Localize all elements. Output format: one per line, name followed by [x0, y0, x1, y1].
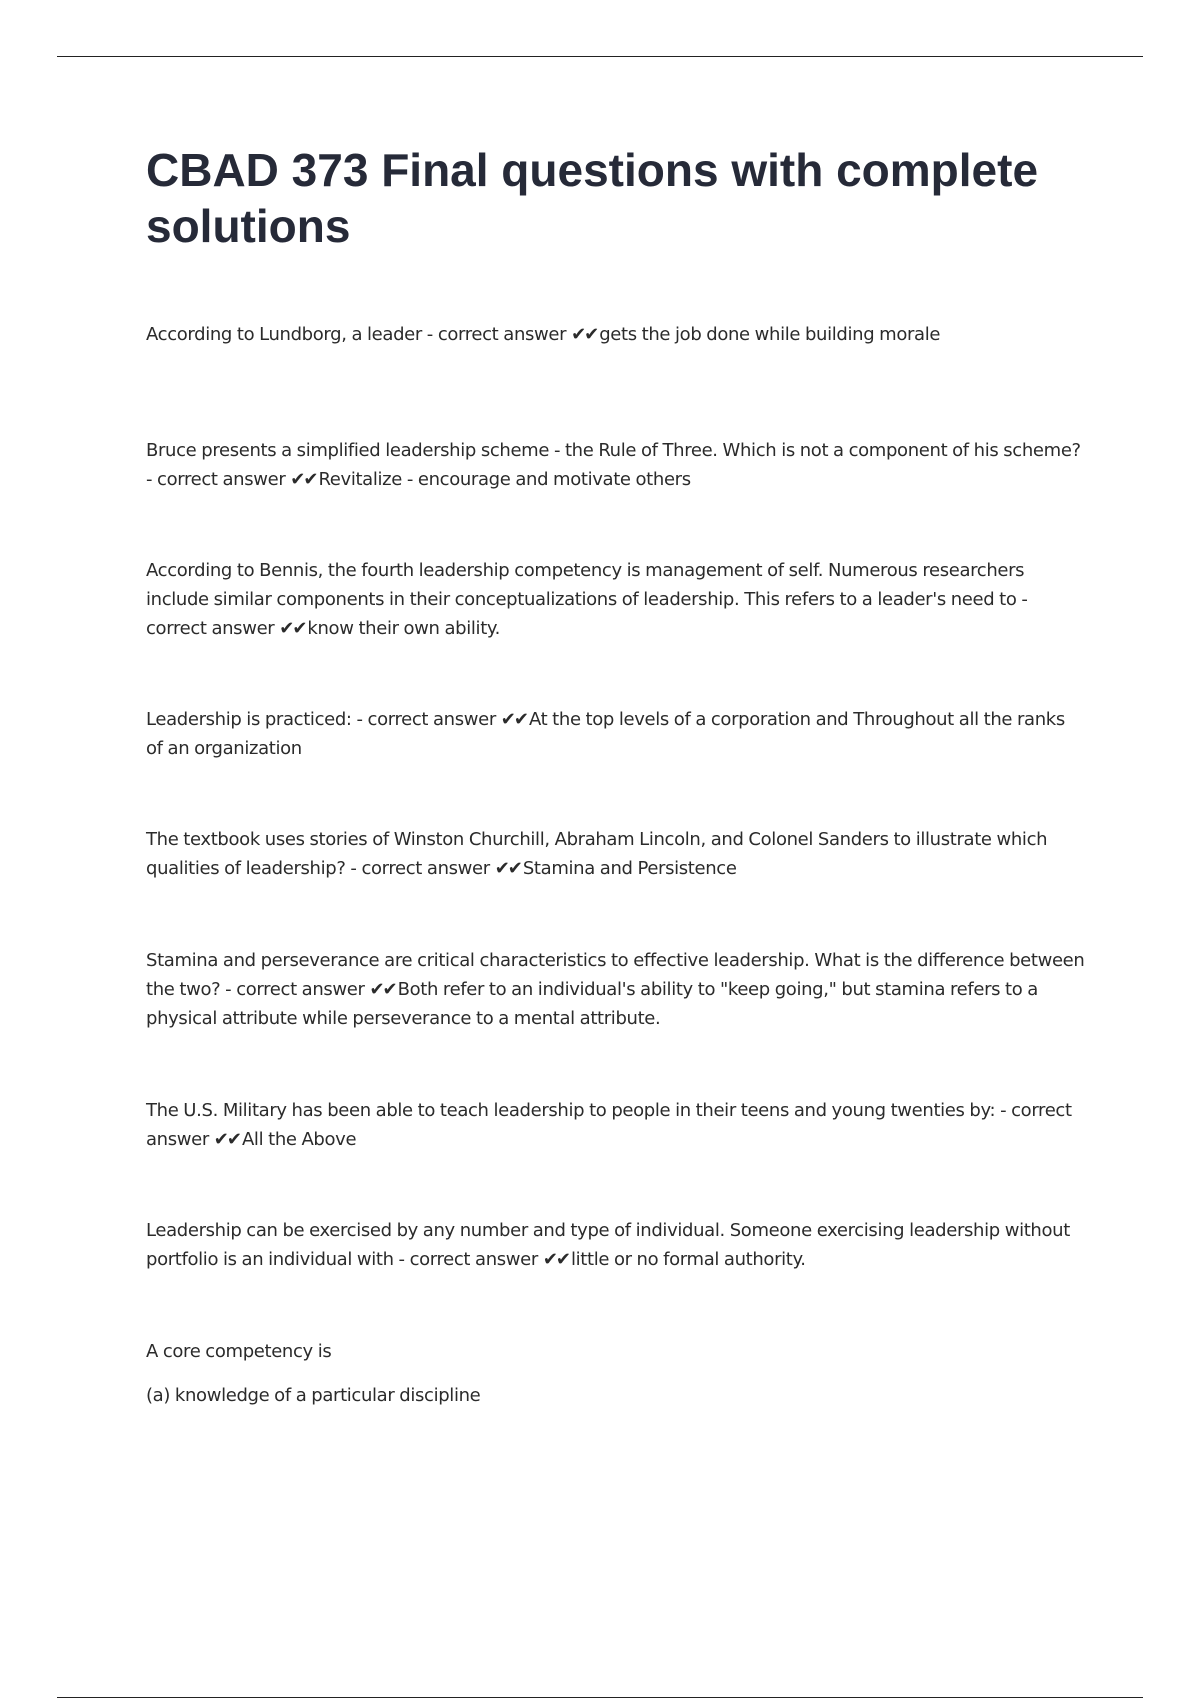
answer-text: gets the job done while building morale [599, 324, 941, 345]
check-icon: ✔✔ [500, 709, 527, 730]
answer-marker: correct answer [361, 858, 490, 879]
answer-marker: correct answer [367, 709, 496, 730]
question-text: The textbook uses stories of Winston Churchill, Abraham Lincoln, and Colonel Sanders to illustrate which qualities of leadership? - [146, 829, 1048, 879]
question-text: According to Bennis, the fourth leadership competency is management of self. Numerous researchers include similar components in their conceptualizations of leadership. This refers to a leader's need to - [146, 560, 1028, 610]
question-text: Leadership is practiced: - [146, 709, 363, 730]
bottom-divider [57, 1697, 1143, 1698]
qa-item-2 [146, 436, 1086, 494]
top-divider [57, 56, 1143, 57]
check-icon: ✔✔ [494, 858, 521, 879]
question-text: Leadership can be exercised by any number and type of individual. Someone exercising leadership without portfolio is an individual with - [146, 1220, 1070, 1270]
answer-text: Both refer to an individual's ability to "keep going," but stamina refers to a physical attribute while perseverance to a mental attribute. [146, 979, 1038, 1029]
answer-text: All the Above [241, 1129, 357, 1150]
check-icon: ✔✔ [571, 324, 598, 345]
answer-marker: correct answer [437, 324, 567, 345]
check-icon: ✔✔ [542, 1249, 569, 1270]
qa-item-4 [146, 705, 1086, 763]
check-icon: ✔✔ [369, 979, 396, 1000]
trailing-question: A core competency is [146, 1341, 332, 1362]
question-text: According to Lundborg, a leader - [146, 324, 433, 345]
answer-marker: correct answer [146, 618, 275, 639]
answer-marker: correct answer [409, 1249, 538, 1270]
answer-text: Revitalize - encourage and motivate others [318, 469, 691, 490]
document-title: CBAD 373 Final questions with complete solutions [146, 144, 1039, 252]
answer-text: Stamina and Persistence [522, 858, 737, 879]
answer-text: know their own ability. [307, 618, 501, 639]
qa-item-7 [146, 1096, 1086, 1154]
option-a: (a) knowledge of a particular discipline [146, 1385, 481, 1406]
answer-text: At the top levels of a corporation and Throughout all the ranks of an organization [146, 709, 1065, 759]
qa-item-8 [146, 1216, 1086, 1274]
question-text: The U.S. Military has been able to teach leadership to people in their teens and young twenties by: - [146, 1100, 1007, 1121]
answer-marker: correct answer [236, 979, 365, 1000]
qa-item-6 [146, 946, 1086, 1033]
question-text: Stamina and perseverance are critical characteristics to effective leadership. What is the difference between the two? - [146, 950, 1085, 1000]
qa-item-1 [146, 320, 1086, 349]
qa-item-3 [146, 556, 1086, 643]
question-text: Bruce presents a simplified leadership scheme - the Rule of Three. Which is not a component of his scheme? - [146, 440, 1081, 490]
check-icon: ✔✔ [290, 469, 317, 490]
answer-marker: correct answer [146, 1100, 1072, 1150]
answer-text: little or no formal authority. [570, 1249, 806, 1270]
check-icon: ✔✔ [213, 1129, 240, 1150]
qa-item-5 [146, 825, 1086, 883]
answer-marker: correct answer [157, 469, 286, 490]
check-icon: ✔✔ [279, 618, 306, 639]
